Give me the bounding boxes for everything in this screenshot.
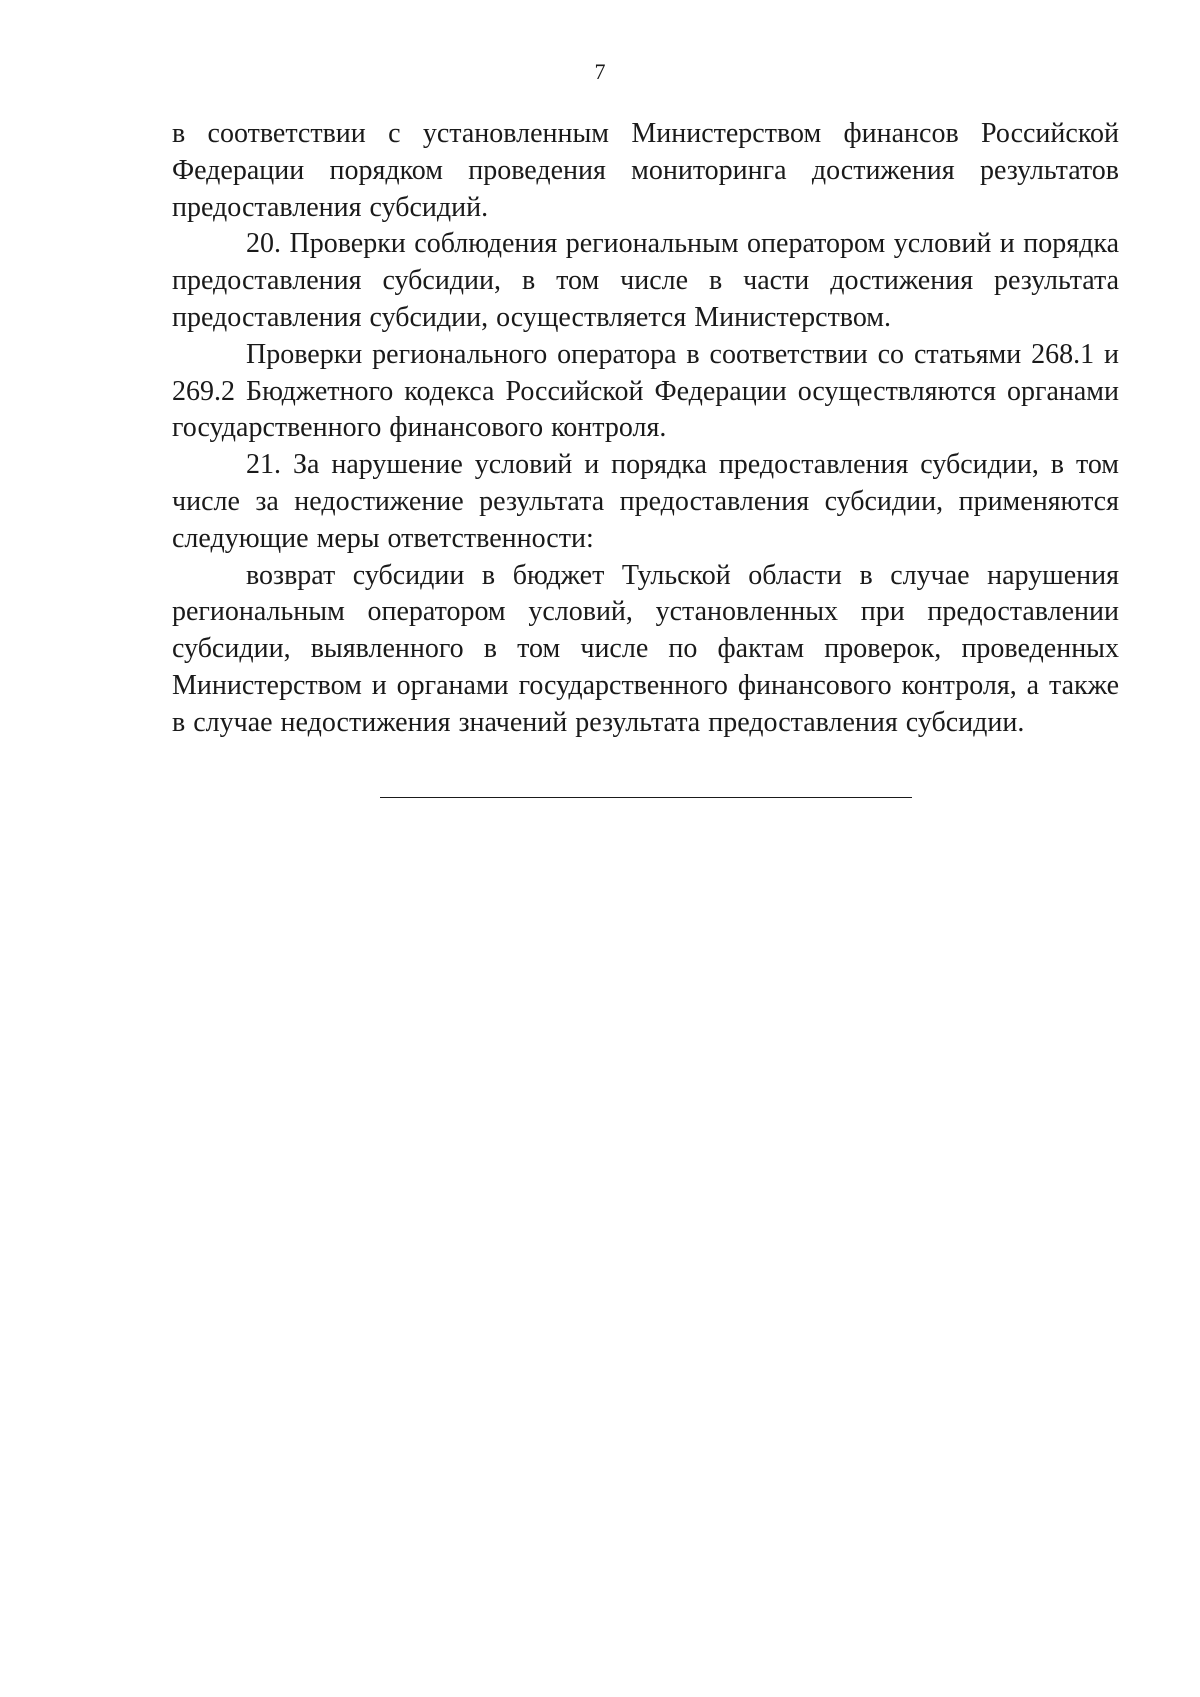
paragraph-refund-measure: возврат субсидии в бюджет Тульской области в случае нарушения региональным оператором условий, установленных при предоставлении субсидии, выявленного в том числе по фактам проверок, проведенных Министерством и органами государственного финансового контроля, а также в случае недостижения значений результата предоставления субсидии. (172, 559, 1119, 738)
paragraph-inspections-budget-code: Проверки регионального оператора в соответствии со статьями 268.1 и 269.2 Бюджетного кодекса Российской Федерации осуществляются органами государственного финансового контроля. (172, 338, 1119, 444)
paragraph-item-21: 21. За нарушение условий и порядка предоставления субсидии, в том числе за недостижение результата предоставления субсидии, применяются следующие меры ответственности: (172, 449, 1119, 554)
page-number: 7 (594, 59, 606, 84)
end-of-document-rule (380, 797, 912, 798)
paragraph-monitoring-continuation: в соответствии с установленным Министерством финансов Российской Федерации порядком проведения мониторинга достижения результатов предоставления субсидий. (172, 118, 1119, 223)
document-body (172, 116, 1119, 742)
paragraph-item-20: 20. Проверки соблюдения региональным оператором условий и порядка предоставления субсидии, в том числе в части достижения результата предоставления субсидии, осуществляется Министерством. (172, 228, 1119, 333)
